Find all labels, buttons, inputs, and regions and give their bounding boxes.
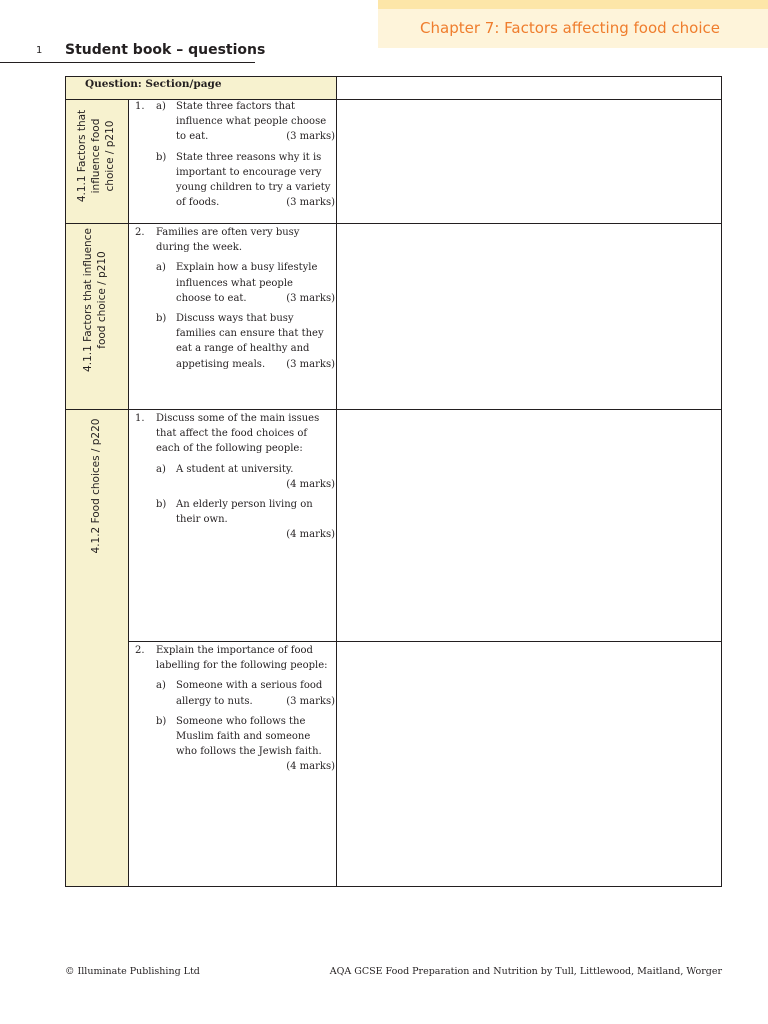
question-part xyxy=(135,714,335,775)
question-number: 1. xyxy=(135,101,145,112)
section-label-line: 4.1.1 Factors that xyxy=(76,109,88,203)
part-letter: b) xyxy=(156,151,167,163)
question-part xyxy=(135,462,335,492)
marks: (3 marks) xyxy=(286,358,335,370)
chapter-banner xyxy=(378,0,768,48)
part-letter: a) xyxy=(156,463,166,475)
question-part xyxy=(135,99,335,145)
question-block xyxy=(135,225,335,372)
question-text: of foods. xyxy=(176,197,220,209)
question-text: choose to eat. xyxy=(176,292,247,304)
marks: (3 marks) xyxy=(286,695,335,707)
question-part xyxy=(135,497,335,543)
question-text: State three factors that xyxy=(176,101,296,112)
marks: (4 marks) xyxy=(286,529,335,541)
question-text: that affect the food choices of xyxy=(156,428,308,440)
question-text: allergy to nuts. xyxy=(176,695,253,707)
section-title: Student book – questions xyxy=(65,42,266,58)
footer-book-credit: AQA GCSE Food Preparation and Nutrition by Tull, Littlewood, Maitland, Worger xyxy=(329,966,722,977)
question-intro xyxy=(135,411,335,457)
section-label-line: influence food xyxy=(90,118,102,194)
marks: (3 marks) xyxy=(286,197,335,209)
question-block xyxy=(135,643,335,775)
marks: (3 marks) xyxy=(286,292,335,304)
answer-area[interactable] xyxy=(337,410,721,641)
question-text: young children to try a variety xyxy=(176,182,331,194)
section-label-line: choice / p210 xyxy=(104,120,116,192)
question-text: A student at university. xyxy=(176,463,294,475)
column-divider xyxy=(128,99,129,886)
answer-area[interactable] xyxy=(337,642,721,886)
answer-area[interactable] xyxy=(337,224,721,409)
question-number: 2. xyxy=(135,227,145,238)
question-text: their own. xyxy=(176,514,228,526)
question-part xyxy=(135,260,335,306)
question-text: Discuss ways that busy xyxy=(176,313,294,325)
question-text: Someone with a serious food xyxy=(176,680,323,692)
section-label-line: 4.1.2 Food choices / p220 xyxy=(90,418,102,554)
part-letter: a) xyxy=(156,101,166,112)
question-number: 1. xyxy=(135,413,145,424)
marks: (3 marks) xyxy=(286,131,335,143)
section-label-line: food choice / p210 xyxy=(96,251,108,349)
marks: (4 marks) xyxy=(286,761,335,773)
part-letter: a) xyxy=(156,262,166,274)
question-intro xyxy=(135,225,335,255)
question-part xyxy=(135,311,335,372)
section-label-line: 4.1.1 Factors that influence xyxy=(82,228,94,372)
title-underline xyxy=(0,62,255,63)
question-text: important to encourage very xyxy=(176,166,322,178)
question-text: An elderly person living on xyxy=(176,499,313,511)
chapter-title: Chapter 7: Factors affecting food choice xyxy=(420,19,720,37)
question-text: Someone who follows the xyxy=(176,715,306,727)
question-part xyxy=(135,678,335,708)
question-part xyxy=(135,150,335,211)
question-text: Families are often very busy xyxy=(156,227,300,238)
question-text: influences what people xyxy=(176,277,293,289)
question-text: influence what people choose xyxy=(176,116,327,128)
question-text: appetising meals. xyxy=(176,358,266,370)
question-text: to eat. xyxy=(176,131,209,143)
part-letter: a) xyxy=(156,680,166,692)
question-block xyxy=(135,411,335,543)
question-intro xyxy=(135,643,335,673)
question-number: 2. xyxy=(135,645,145,656)
question-text: Muslim faith and someone xyxy=(176,731,311,743)
section-label xyxy=(81,210,109,390)
question-block xyxy=(135,99,335,210)
section-label xyxy=(75,86,117,226)
question-text: Explain how a busy lifestyle xyxy=(176,262,318,274)
column-header: Question: Section/page xyxy=(85,78,222,90)
part-letter: b) xyxy=(156,499,167,511)
question-text: each of the following people: xyxy=(156,443,303,455)
question-text: labelling for the following people: xyxy=(156,660,328,672)
question-text: who follows the Jewish faith. xyxy=(176,746,322,758)
answer-area[interactable] xyxy=(337,100,721,223)
question-text: during the week. xyxy=(156,242,243,254)
page-number: 1 xyxy=(36,45,43,56)
question-text: State three reasons why it is xyxy=(176,151,322,163)
section-label xyxy=(89,396,103,576)
question-text: Explain the importance of food xyxy=(156,645,313,656)
question-text: eat a range of healthy and xyxy=(176,343,310,355)
question-text: Discuss some of the main issues xyxy=(156,413,320,424)
marks: (4 marks) xyxy=(286,478,335,490)
part-letter: b) xyxy=(156,313,167,325)
part-letter: b) xyxy=(156,715,167,727)
footer-publisher: © Illuminate Publishing Ltd xyxy=(65,966,200,977)
question-text: families can ensure that they xyxy=(176,328,324,340)
